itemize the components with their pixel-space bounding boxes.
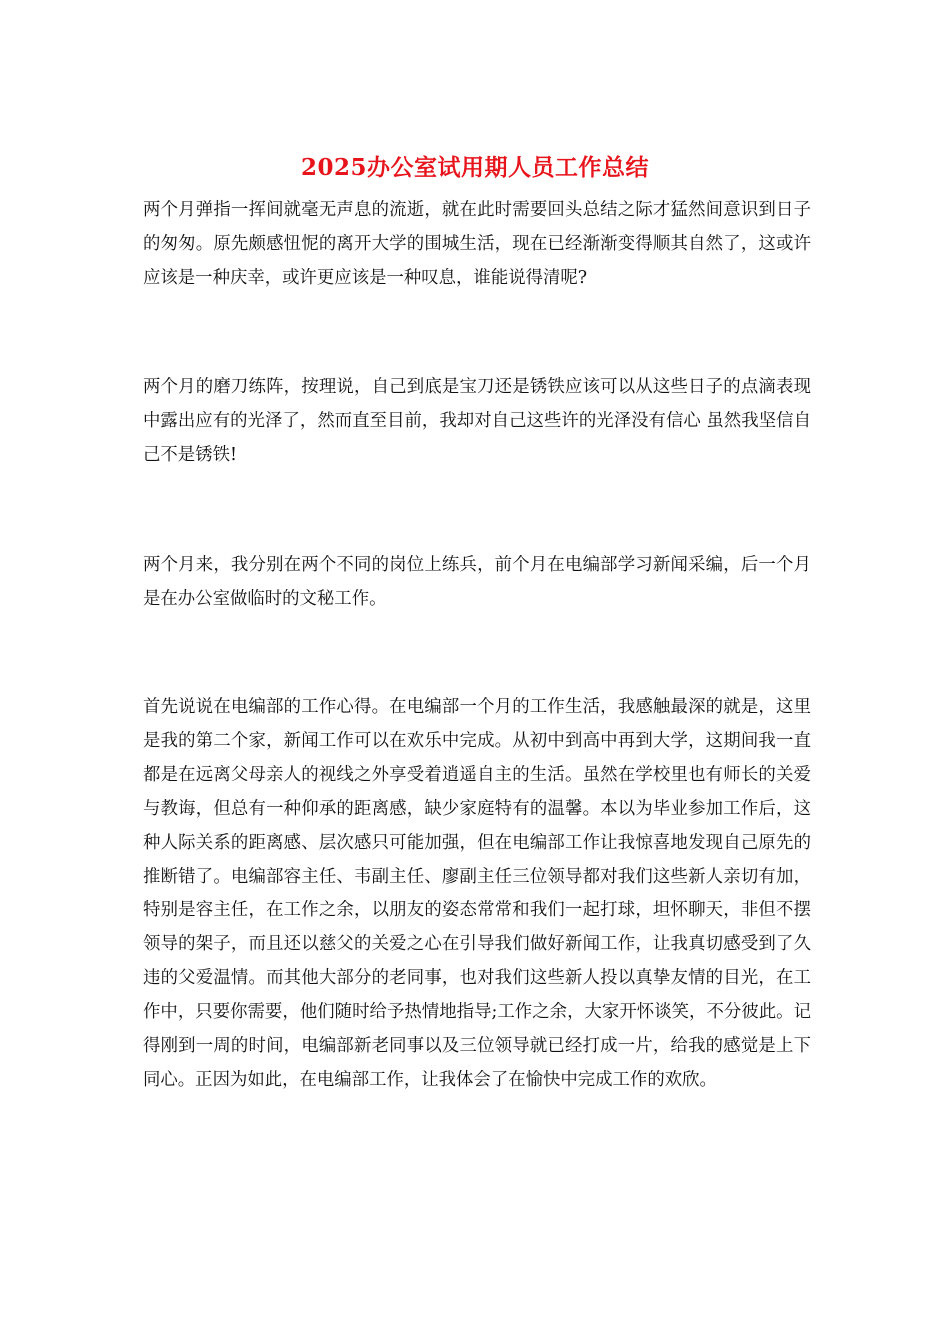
paragraph-2: 两个月的磨刀练阵，按理说，自己到底是宝刀还是锈铁应该可以从这些日子的点滴表现中露出应有的光泽了，然而直至目前，我却对自己这些许的光泽没有信心 虽然我坚信自己不是锈铁! — [143, 377, 811, 465]
paragraph-4: 首先说说在电编部的工作心得。在电编部一个月的工作生活，我感触最深的就是，这里是我的第二个家，新闻工作可以在欢乐中完成。从初中到高中再到大学，这期间我一直都是在远离父母亲人的视线之外享受着逍遥自主的生活。虽然在学校里也有师长的关爱与教诲，但总有一种仰承的距离感，缺少家庭特有的温馨。本以为毕业参加工作后，这种人际关系的距离感、层次感只可能加强，但在电编部工作让我惊喜地发现自己原先的推断错了。电编部容主任、韦副主任、廖副主任三位领导都对我们这些新人亲切有加，特别是容主任，在工作之余，以朋友的姿态常常和我们一起打球，坦怀聊天，非但不摆领导的架子，而且还以慈父的关爱之心在引导我们做好新闻工作，让我真切感受到了久违的父爱温情。而其他大部分的老同事，也对我们这些新人投以真挚友情的目光，在工作中，只要你需要，他们随时给予热情地指导;工作之余，大家开怀谈笑，不分彼此。记得刚到一周的时间，电编部新老同事以及三位领导就已经打成一片，给我的感觉是上下同心。正因为如此，在电编部工作，让我体会了在愉快中完成工作的欢欣。 — [143, 697, 811, 1090]
document-title: 2025办公室试用期人员工作总结 — [300, 154, 649, 181]
paragraph-1: 两个月弹指一挥间就毫无声息的流逝，就在此时需要回头总结之际才猛然间意识到日子的匆匆。原先颇感忸怩的离开大学的围城生活，现在已经渐渐变得顺其自然了，这或许应该是一种庆幸，或许更应该是一种叹息，谁能说得清呢? — [143, 200, 811, 288]
paragraph-3: 两个月来，我分别在两个不同的岗位上练兵，前个月在电编部学习新闻采编，后一个月是在办公室做临时的文秘工作。 — [143, 555, 811, 609]
